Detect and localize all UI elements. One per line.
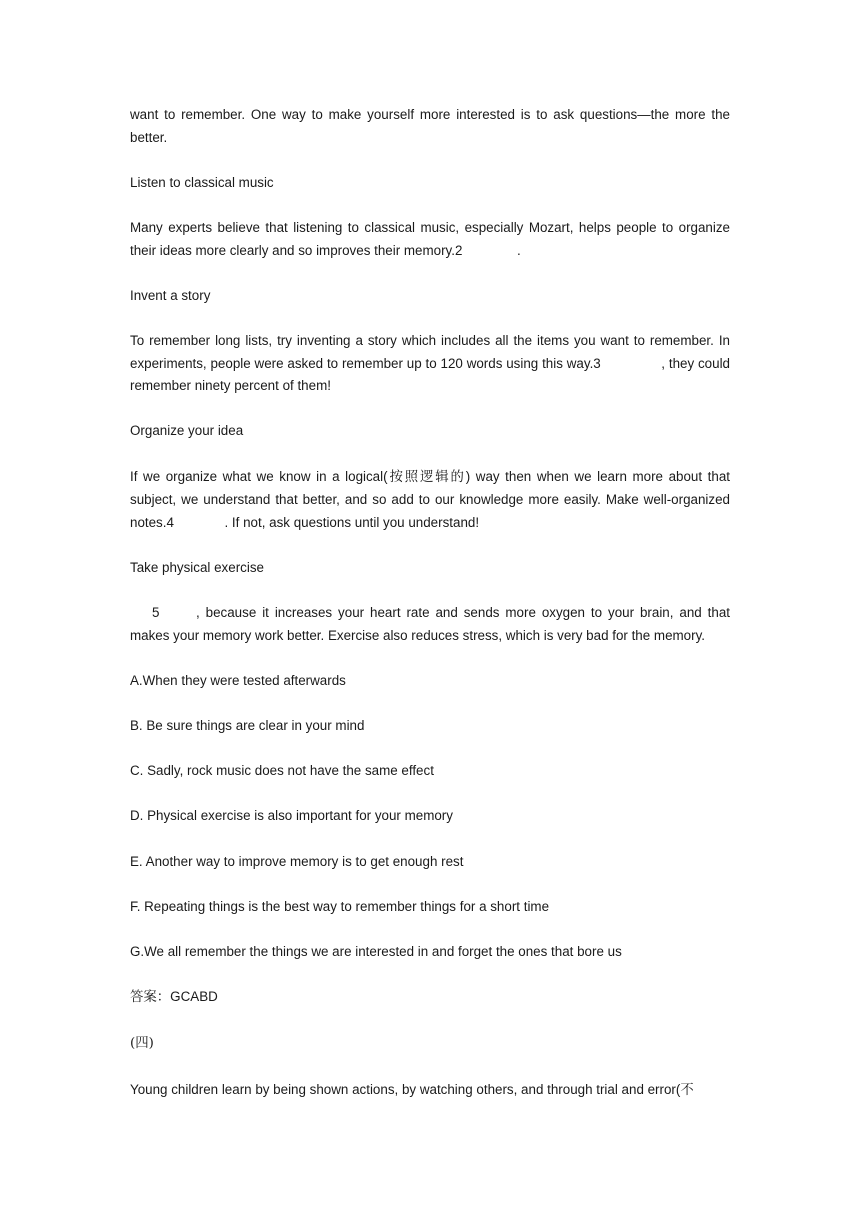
section-four-heading — [130, 1032, 730, 1056]
blank-4: 4 — [166, 514, 174, 530]
heading-physical-exercise — [130, 557, 730, 580]
paragraph-music — [130, 217, 730, 262]
document-page — [130, 104, 730, 1125]
heading-invent-story — [130, 285, 730, 308]
heading-text: Invent a story — [130, 287, 211, 303]
text-segment: . If not, ask questions until you understand! — [224, 514, 480, 530]
answer-label: 答案： — [130, 990, 171, 1006]
paragraph-organize — [130, 466, 730, 535]
option-e: E. Another way to improve memory is to get enough rest — [130, 853, 464, 869]
heading-organize-idea — [130, 420, 730, 443]
text-segment: want to remember. One way to make yourself more interested is to ask questions—the more the better. — [130, 107, 730, 145]
paragraph-exercise — [130, 602, 730, 647]
chinese-gloss: 按照逻辑的 — [387, 469, 466, 485]
text-segment: , because it increases your heart rate and sends more oxygen to your brain, and that makes your memory work better. Exercise also reduces stress, which is very bad for the memory. — [130, 605, 730, 643]
paragraph-section-four-intro — [130, 1079, 730, 1103]
text-segment: Many experts believe that listening to classical music, especially Mozart, helps people to organize their ideas more clearly and so improves their memory. — [130, 219, 730, 258]
chinese-gloss: 不 — [680, 1082, 694, 1098]
option-f: F. Repeating things is the best way to remember things for a short time — [130, 898, 550, 914]
option-g: G.We all remember the things we are interested in and forget the ones that bore us — [130, 943, 622, 959]
option-b: B. Be sure things are clear in your mind — [130, 718, 365, 734]
answer-value: GCABD — [170, 989, 218, 1005]
paragraph-intro-continuation — [130, 104, 730, 149]
answer-line — [130, 986, 730, 1010]
section-heading-text: (四) — [130, 1036, 154, 1052]
option-c: C. Sadly, rock music does not have the same effect — [130, 763, 434, 779]
heading-listen-music — [130, 172, 730, 195]
blank-2: 2 — [454, 242, 463, 258]
option-d: D. Physical exercise is also important for your memory — [130, 808, 453, 824]
blank-3: 3 — [593, 355, 601, 371]
text-segment: ) way then when we learn more about that subject, we understand that better, and so add to our knowledge more easily. Make well-organized notes. — [130, 468, 731, 530]
paragraph-story — [130, 330, 730, 398]
text-segment: . — [516, 242, 521, 258]
text-segment: , they could remember ninety percent of them! — [130, 355, 731, 394]
heading-text: Listen to classical music — [130, 174, 274, 190]
text-segment: Young children learn by being shown actions, by watching others, and through trial and error( — [130, 1081, 681, 1097]
text-segment: To remember long lists, try inventing a story which includes all the items you want to remember. In experiments, people were asked to remember up to 120 words using this way. — [130, 332, 730, 371]
text-segment: If we organize what we know in a logical( — [130, 468, 388, 484]
heading-text: Take physical exercise — [130, 559, 264, 575]
heading-text: Organize your idea — [130, 423, 244, 439]
option-a: A.When they were tested afterwards — [130, 672, 346, 688]
blank-5: 5 — [152, 605, 160, 621]
